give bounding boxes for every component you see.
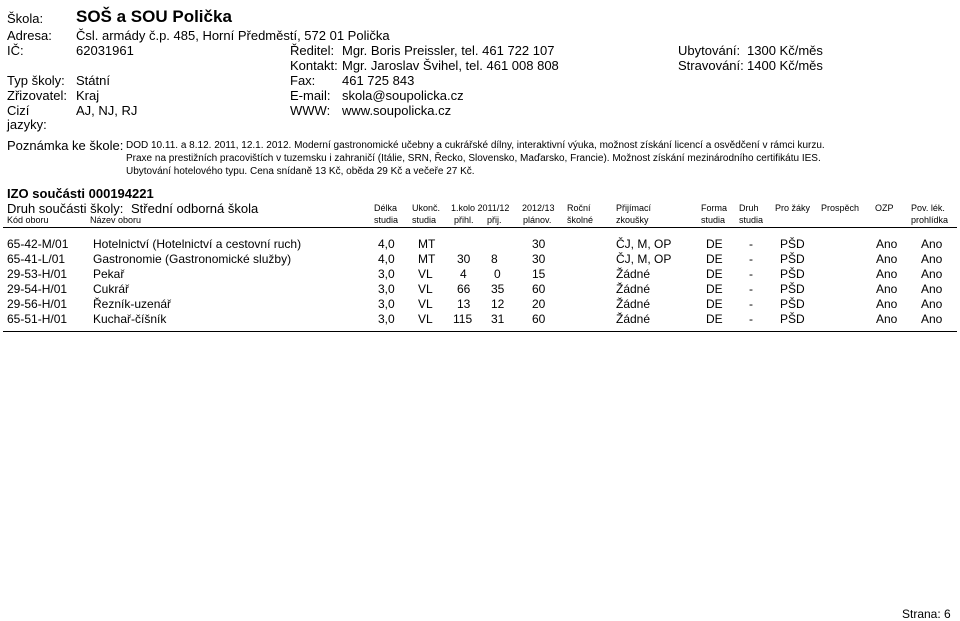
cell-prihl: 66 [457, 282, 471, 296]
header-rocni: Roční [567, 203, 591, 213]
label-jazyky: jazyky: [7, 117, 47, 132]
cell-nazev: Cukrář [93, 282, 130, 296]
www-value[interactable]: www.soupolicka.cz [342, 103, 452, 118]
cell-kod: 29-53-H/01 [7, 267, 68, 281]
label-ubytovani: Ubytování: [678, 43, 741, 58]
cell-pov-lek: Ano [921, 312, 943, 326]
cell-nazev: Gastronomie (Gastronomické služby) [93, 252, 292, 266]
cell-druh: - [749, 237, 753, 251]
druh-soucasti-value: Střední odborná škola [131, 201, 259, 216]
school-typ: Státní [76, 73, 110, 88]
table-row [0, 266, 960, 282]
fax-value: 461 725 843 [342, 73, 415, 88]
izo-soucasti: IZO součásti 000194221 [7, 186, 154, 201]
cell-ozp: Ano [876, 267, 898, 281]
ubytovani-value: 1300 Kč/měs [747, 43, 823, 58]
cell-druh: - [749, 267, 753, 281]
label-skola: Škola: [7, 11, 44, 26]
label-druh-soucasti: Druh součásti školy: [7, 201, 124, 216]
kontakt-value: Mgr. Jaroslav Švihel, tel. 461 008 808 [342, 58, 559, 73]
cell-prij: 31 [491, 312, 505, 326]
header-plan: 2012/13 [522, 203, 555, 213]
cell-plan: 30 [532, 237, 546, 251]
cell-druh: - [749, 282, 753, 296]
header-plan-2: plánov. [523, 215, 552, 225]
cell-ukonc: VL [418, 267, 433, 281]
header-prihl: přihl. [454, 215, 474, 225]
header-druh-2: studia [739, 215, 764, 225]
header-prij: přij. [487, 215, 502, 225]
cell-delka: 3,0 [378, 267, 395, 281]
header-ozp: OZP [875, 203, 894, 213]
cell-forma: DE [706, 267, 723, 281]
label-cizi: Cizí [7, 103, 30, 118]
note-line-3: Ubytování hotelového typu. Cena snídaně 13 Kč, oběda 29 Kč a večeře 27 Kč. [126, 166, 475, 177]
cell-kod: 29-56-H/01 [7, 297, 68, 311]
cell-ozp: Ano [876, 312, 898, 326]
label-ic: IČ: [7, 43, 24, 58]
cell-plan: 60 [532, 312, 546, 326]
reditel-value: Mgr. Boris Preissler, tel. 461 722 107 [342, 43, 555, 58]
header-nazev: Název oboru [90, 215, 142, 225]
cell-kod: 65-41-L/01 [7, 252, 66, 266]
cell-forma: DE [706, 312, 723, 326]
cell-prihl: 13 [457, 297, 471, 311]
label-typ-skoly: Typ školy: [7, 73, 65, 88]
cell-delka: 3,0 [378, 312, 395, 326]
cell-prihl: 30 [457, 252, 471, 266]
cell-prij: 0 [494, 267, 501, 281]
school-name: SOŠ a SOU Polička [76, 7, 232, 26]
page-number: Strana: 6 [902, 607, 951, 621]
header-kolo: 1.kolo 2011/12 [451, 203, 510, 213]
cell-plan: 20 [532, 297, 546, 311]
cell-ukonc: VL [418, 312, 433, 326]
cell-plan: 15 [532, 267, 546, 281]
cell-pov-lek: Ano [921, 267, 943, 281]
cell-prijimaci: Žádné [616, 282, 651, 296]
cell-delka: 4,0 [378, 237, 395, 251]
header-prohlidka: prohlídka [911, 215, 949, 225]
note-line-2: Praxe na prestižních pracovištích v tuzemsku i zahraničí (Itálie, SRN, Řecko, Slovensko, Maďarsko, Francie). Možnost získání mezinárodního certifikátu IES. [126, 153, 821, 164]
header-pro-zaky: Pro žáky [775, 203, 811, 213]
header-prospech: Prospěch [821, 203, 860, 213]
cell-kod: 65-42-M/01 [7, 237, 69, 251]
school-address: Čsl. armády č.p. 485, Horní Předměstí, 572 01 Polička [76, 28, 390, 43]
email-value[interactable]: skola@soupolicka.cz [342, 88, 464, 103]
cell-ozp: Ano [876, 282, 898, 296]
label-adresa: Adresa: [7, 28, 52, 43]
cell-ukonc: VL [418, 282, 433, 296]
header-pov-lek: Pov. lék. [911, 203, 945, 213]
stravovani-value: 1400 Kč/měs [747, 58, 823, 73]
cell-nazev: Pekař [93, 267, 125, 281]
cell-druh: - [749, 252, 753, 266]
cell-prijimaci: ČJ, M, OP [616, 237, 672, 251]
cell-ukonc: MT [418, 237, 436, 251]
label-zrizovatel: Zřizovatel: [7, 88, 67, 103]
cell-prij: 35 [491, 282, 505, 296]
header-delka-2: studia [374, 215, 399, 225]
cell-kod: 29-54-H/01 [7, 282, 68, 296]
cell-ukonc: MT [418, 252, 436, 266]
cell-forma: DE [706, 237, 723, 251]
header-forma-2: studia [701, 215, 726, 225]
cell-pov-lek: Ano [921, 297, 943, 311]
cell-pro-zaky: PŠD [780, 282, 805, 296]
header-ukonc: Ukonč. [412, 203, 441, 213]
cell-prijimaci: Žádné [616, 297, 651, 311]
cell-nazev: Kuchař-číšník [93, 312, 167, 326]
cell-prihl: 115 [453, 312, 473, 326]
cell-plan: 60 [532, 282, 546, 296]
label-poznamka: Poznámka ke škole: [7, 138, 124, 153]
cell-pro-zaky: PŠD [780, 252, 805, 266]
cell-plan: 30 [532, 252, 546, 266]
header-kod: Kód oboru [7, 215, 49, 225]
header-ukonc-2: studia [412, 215, 437, 225]
label-fax: Fax: [290, 73, 316, 88]
note-line-1: DOD 10.11. a 8.12. 2011, 12.1. 2012. Moderní gastronomické učebny a cukrářské dílny, interaktivní výuka, možnost získání licencí a osvědčení v rámci kurzu. [126, 140, 825, 151]
cell-forma: DE [706, 297, 723, 311]
cell-delka: 3,0 [378, 282, 395, 296]
label-reditel: Ředitel: [290, 43, 335, 58]
cell-pov-lek: Ano [921, 282, 943, 296]
school-ic: 62031961 [76, 43, 134, 58]
label-kontakt: Kontakt: [290, 58, 338, 73]
cell-forma: DE [706, 282, 723, 296]
header-prijimaci: Přijímací [616, 203, 652, 213]
cell-kod: 65-51-H/01 [7, 312, 68, 326]
header-delka: Délka [374, 203, 398, 213]
cell-prijimaci: ČJ, M, OP [616, 252, 672, 266]
cell-prij: 8 [491, 252, 498, 266]
cell-prijimaci: Žádné [616, 267, 651, 281]
cell-ozp: Ano [876, 252, 898, 266]
table-row [0, 311, 960, 327]
cell-nazev: Řezník-uzenář [93, 297, 172, 311]
header-rocni-2: školné [567, 215, 594, 225]
cell-pro-zaky: PŠD [780, 267, 805, 281]
header-divider [3, 227, 957, 228]
header-forma: Forma [701, 203, 728, 213]
header-prijimaci-2: zkoušky [616, 215, 649, 225]
cell-delka: 4,0 [378, 252, 395, 266]
cell-prihl: 4 [460, 267, 467, 281]
table-bottom-divider [3, 331, 957, 332]
cell-ozp: Ano [876, 297, 898, 311]
school-jazyky: AJ, NJ, RJ [76, 103, 138, 118]
label-email: E-mail: [290, 88, 331, 103]
table-row [0, 236, 960, 252]
cell-delka: 3,0 [378, 297, 395, 311]
school-zrizovatel: Kraj [76, 88, 100, 103]
cell-pro-zaky: PŠD [780, 297, 805, 311]
cell-ozp: Ano [876, 237, 898, 251]
cell-druh: - [749, 312, 753, 326]
label-stravovani: Stravování: [678, 58, 744, 73]
cell-prij: 12 [491, 297, 505, 311]
cell-druh: - [749, 297, 753, 311]
cell-pov-lek: Ano [921, 252, 943, 266]
cell-pro-zaky: PŠD [780, 312, 805, 326]
cell-pro-zaky: PŠD [780, 237, 805, 251]
header-druh: Druh [739, 203, 759, 213]
table-row [0, 281, 960, 297]
label-www: WWW: [290, 103, 331, 118]
table-row [0, 296, 960, 312]
cell-ukonc: VL [418, 297, 433, 311]
cell-pov-lek: Ano [921, 237, 943, 251]
cell-nazev: Hotelnictví (Hotelnictví a cestovní ruch) [93, 237, 302, 251]
cell-prijimaci: Žádné [616, 312, 651, 326]
cell-forma: DE [706, 252, 723, 266]
table-row [0, 251, 960, 267]
